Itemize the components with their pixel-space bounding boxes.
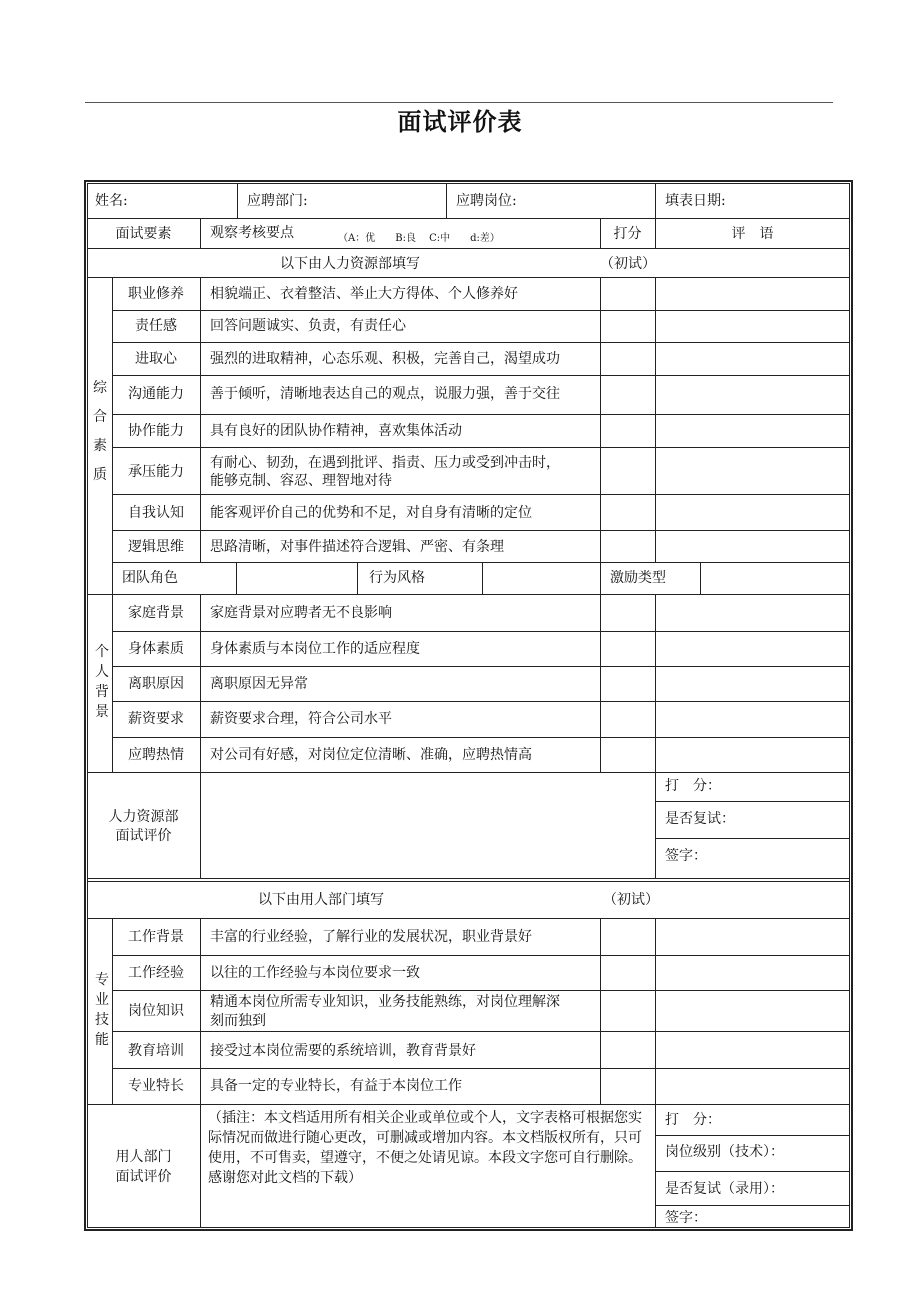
col-line xyxy=(600,562,601,594)
row-desc: 家庭背景对应聘者无不良影响 xyxy=(210,605,392,621)
col-element: 面试要素 xyxy=(115,226,172,242)
row-line xyxy=(87,248,850,249)
col-line xyxy=(200,277,201,562)
hr-heading: 以下由人力资源部填写 xyxy=(280,256,420,272)
row-desc: 身体素质与本岗位工作的适应程度 xyxy=(210,641,420,657)
row-line xyxy=(655,1171,850,1172)
row-line xyxy=(112,955,850,956)
dept-label: 应聘部门: xyxy=(247,193,308,209)
row-name: 应聘热情 xyxy=(128,747,184,763)
group-label-comprehensive: 综合素质 xyxy=(93,380,107,483)
row-desc: 相貌端正、衣着整洁、举止大方得体、个人修养好 xyxy=(210,286,518,302)
row-name: 沟通能力 xyxy=(128,386,184,402)
col-line xyxy=(655,594,656,772)
row-desc: 强烈的进取精神，心态乐观、积极，完善自己，渴望成功 xyxy=(210,351,560,367)
col-line xyxy=(200,1104,201,1228)
row-desc: 薪资要求合理，符合公司水平 xyxy=(210,711,392,727)
dept-eval-sign: 签字： xyxy=(665,1210,707,1226)
dept-eval-level: 岗位级别（技术）： xyxy=(665,1144,784,1160)
row-line xyxy=(655,1135,850,1136)
col-score: 打分 xyxy=(613,226,642,242)
row-name: 逻辑思维 xyxy=(128,539,184,555)
col-points: 观察考核要点 xyxy=(210,225,294,241)
col-line xyxy=(655,918,656,1104)
row-line xyxy=(112,375,850,376)
hr-eval-label-2: 面试评价 xyxy=(115,828,172,844)
row-line xyxy=(112,1031,850,1032)
col-line xyxy=(446,183,447,218)
row-name: 身体素质 xyxy=(128,641,184,657)
row-name: 岗位知识 xyxy=(128,1003,184,1019)
row-line xyxy=(87,878,850,879)
col-comment: 评 语 xyxy=(731,226,774,242)
row-desc: 以往的工作经验与本岗位要求一致 xyxy=(210,965,420,981)
row-line xyxy=(655,1205,850,1206)
row-desc-line1: 有耐心、韧劲，在遇到批评、指责、压力或受到冲击时， xyxy=(210,455,560,471)
col-line xyxy=(357,562,358,594)
col-line xyxy=(655,772,656,878)
row-name: 工作经验 xyxy=(128,965,184,981)
col-line xyxy=(200,218,201,248)
row-name: 离职原因 xyxy=(128,676,184,692)
row-desc: 具备一定的专业特长，有益于本岗位工作 xyxy=(210,1078,462,1094)
row-desc-line2: 能够克制、容忍、理智地对待 xyxy=(210,473,392,489)
row-line xyxy=(112,494,850,495)
row-name: 自我认知 xyxy=(128,505,184,521)
row-line xyxy=(112,310,850,311)
row-line xyxy=(655,838,850,839)
col-line xyxy=(236,562,237,594)
row-line xyxy=(112,414,850,415)
row-line xyxy=(112,447,850,448)
hr-eval-score: 打 分： xyxy=(665,778,721,794)
row-name: 专业特长 xyxy=(128,1078,184,1094)
row-desc: 离职原因无异常 xyxy=(210,676,308,692)
row-name: 职业修养 xyxy=(128,286,184,302)
date-label: 填表日期: xyxy=(665,193,726,209)
row-name: 薪资要求 xyxy=(128,711,184,727)
row-line xyxy=(87,772,850,773)
col-line xyxy=(200,594,201,772)
row-name: 责任感 xyxy=(135,318,177,334)
row-line xyxy=(112,530,850,531)
row-name: 教育培训 xyxy=(128,1043,184,1059)
row-line xyxy=(112,990,850,991)
col-line xyxy=(655,1104,656,1228)
name-label: 姓名: xyxy=(95,193,128,209)
col-line xyxy=(200,772,201,878)
row-line xyxy=(87,277,850,278)
row-line xyxy=(655,801,850,802)
motivation-type-label: 激励类型 xyxy=(610,570,666,586)
dept-eval-score: 打 分： xyxy=(665,1112,721,1128)
row-desc: 能客观评价自己的优势和不足，对自身有清晰的定位 xyxy=(210,505,532,521)
dept-eval-label-2: 面试评价 xyxy=(115,1169,172,1185)
row-line xyxy=(112,737,850,738)
row-name: 协作能力 xyxy=(128,423,184,439)
col-line xyxy=(482,562,483,594)
row-name: 承压能力 xyxy=(128,464,184,480)
col-line xyxy=(600,918,601,1104)
row-line xyxy=(87,594,850,595)
dept-stage: （初试） xyxy=(603,892,659,908)
position-label: 应聘岗位: xyxy=(456,193,517,209)
behavior-style-label: 行为风格 xyxy=(369,570,425,586)
col-line xyxy=(655,277,656,562)
dept-heading: 以下由用人部门填写 xyxy=(258,892,384,908)
row-desc-line1: 精通本岗位所需专业知识，业务技能熟练，对岗位理解深 xyxy=(210,994,560,1010)
row-name: 进取心 xyxy=(135,351,177,367)
row-desc: 思路清晰，对事件描述符合逻辑、严密、有条理 xyxy=(210,539,504,555)
col-line xyxy=(600,277,601,562)
row-desc: 具有良好的团队协作精神，喜欢集体活动 xyxy=(210,423,462,439)
row-line xyxy=(112,1068,850,1069)
row-line xyxy=(112,631,850,632)
row-line xyxy=(112,701,850,702)
row-desc: 对公司有好感，对岗位定位清晰、准确，应聘热情高 xyxy=(210,747,532,763)
row-desc: 回答问题诚实、负责，有责任心 xyxy=(210,318,406,334)
col-line xyxy=(600,594,601,772)
col-line xyxy=(655,183,656,218)
row-line xyxy=(112,666,850,667)
usage-note: （插注：本文档适用所有相关企业或单位或个人，文字表格可根据您实际情况而做进行随心更改，可删减或增加内容。本文档版权所有，只可使用，不可售卖，望遵守，不便之处请见谅。本段文字您可自行删除。感谢您对此文档的下载） xyxy=(208,1110,642,1186)
hr-stage: （初试） xyxy=(600,256,656,272)
dept-eval-retest: 是否复试（录用）： xyxy=(665,1181,784,1197)
dept-eval-label-1: 用人部门 xyxy=(115,1149,172,1165)
hr-eval-retest: 是否复试： xyxy=(665,811,735,827)
col-line xyxy=(237,183,238,218)
row-line xyxy=(112,342,850,343)
col-line xyxy=(700,562,701,594)
row-name: 家庭背景 xyxy=(128,605,184,621)
row-line xyxy=(112,562,850,563)
grade-hint: （A：优 B:良 C:中 d:差） xyxy=(338,233,500,244)
row-line xyxy=(87,918,850,919)
row-desc: 丰富的行业经验，了解行业的发展状况，职业背景好 xyxy=(210,929,532,945)
form-table xyxy=(87,183,850,1228)
group-label-background: 个人背景 xyxy=(95,644,109,720)
group-label-skills: 专业技能 xyxy=(95,972,109,1048)
row-line xyxy=(87,218,850,219)
row-desc: 接受过本岗位需要的系统培训，教育背景好 xyxy=(210,1043,476,1059)
hr-eval-label-1: 人力资源部 xyxy=(108,809,179,825)
col-line xyxy=(200,918,201,1104)
page-title: 面试评价表 xyxy=(397,108,523,136)
row-line xyxy=(87,1104,850,1105)
team-role-label: 团队角色 xyxy=(122,570,178,586)
hr-eval-sign: 签字： xyxy=(665,848,707,864)
row-line xyxy=(87,881,850,882)
row-desc: 善于倾听，清晰地表达自己的观点，说服力强，善于交往 xyxy=(210,386,560,402)
row-desc-line2: 刻而独到 xyxy=(210,1013,266,1029)
row-name: 工作背景 xyxy=(128,929,184,945)
